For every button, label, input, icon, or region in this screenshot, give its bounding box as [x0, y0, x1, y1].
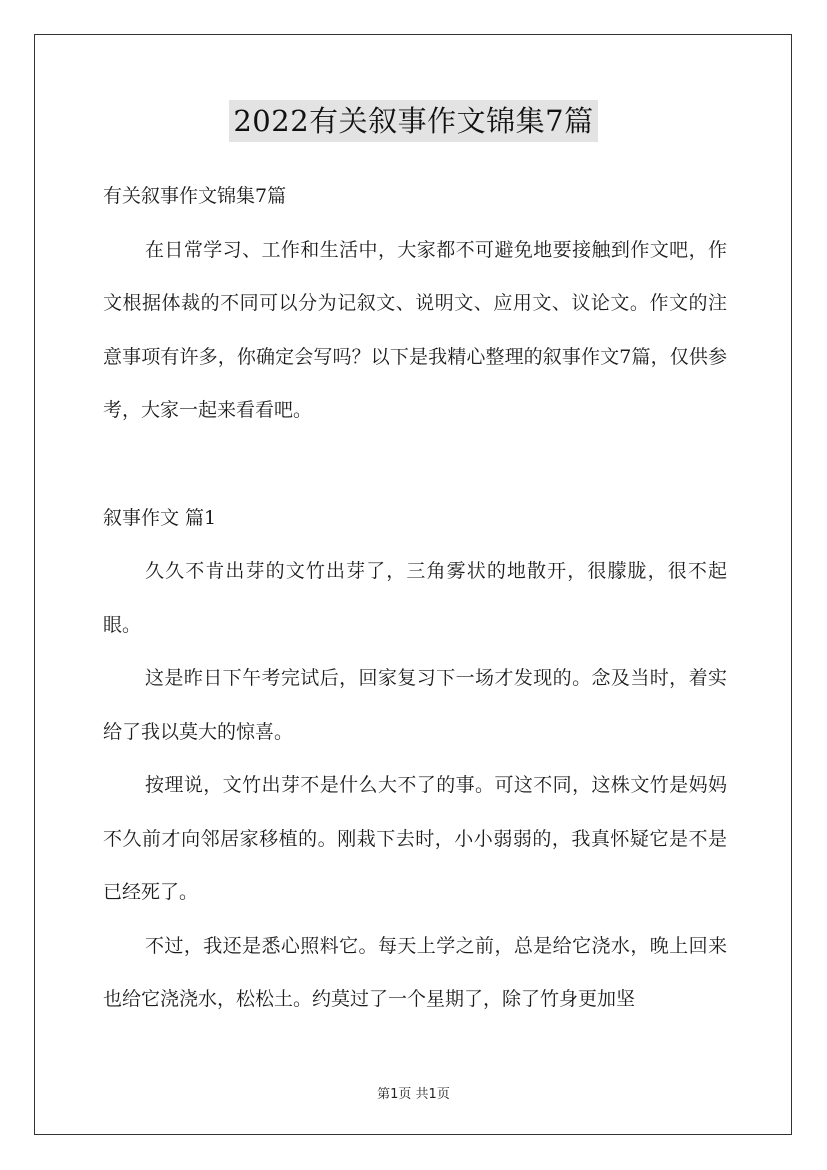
section-heading: 叙事作文 篇1 — [103, 506, 217, 529]
intro-paragraph: 在日常学习、工作和生活中，大家都不可避免地要接触到作文吧，作文根据体裁的不同可以分为记叙文、说明文、应用文、议论文。作文的注意事项有许多，你确定会写吗？以下是我精心整理的叙事作文7篇，仅供参考，大家一起来看看吧。 — [103, 238, 727, 421]
document-body — [103, 170, 727, 1027]
subtitle: 有关叙事作文锦集7篇 — [103, 185, 287, 207]
body-paragraph: 不过，我还是悉心照料它。每天上学之前，总是给它浇水，晚上回来也给它浇浇水，松松土。约莫过了一个星期了，除了竹身更加坚 — [103, 934, 727, 1010]
page-footer: 第1页 共1页 — [377, 1087, 450, 1102]
document-title: 2022有关叙事作文锦集7篇 — [229, 100, 597, 142]
body-paragraph: 按理说，文竹出芽不是什么大不了的事。可这不同，这株文竹是妈妈不久前才向邻居家移植的。刚栽下去时，小小弱弱的，我真怀疑它是不是已经死了。 — [103, 774, 727, 903]
body-paragraph: 久久不肯出芽的文竹出芽了，三角雾状的地散开，很朦胧，很不起眼。 — [103, 560, 727, 636]
title-wrap — [0, 100, 827, 142]
body-paragraph: 这是昨日下午考完试后，回家复习下一场才发现的。念及当时，着实给了我以莫大的惊喜。 — [103, 667, 727, 743]
